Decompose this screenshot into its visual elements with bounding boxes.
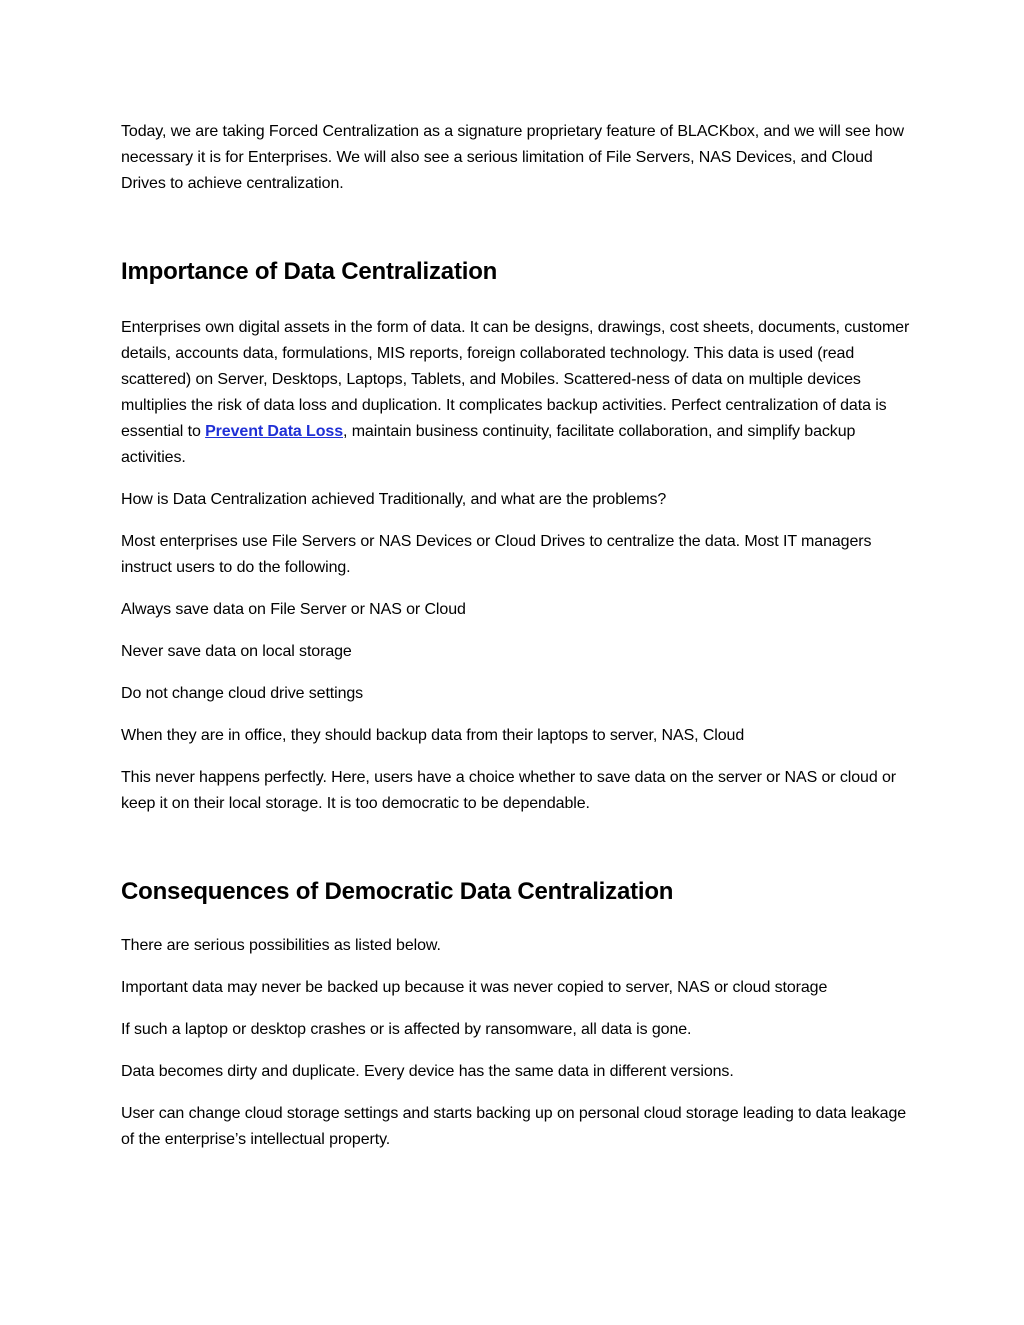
section-heading-importance: Importance of Data Centralization: [121, 258, 498, 285]
instruction-item: Do not change cloud drive settings: [121, 685, 364, 702]
enterprises-paragraph: Most enterprises use File Servers or NAS Devices or Cloud Drives to centralize the data. Most IT managers instruct users to do the following.: [121, 533, 872, 576]
importance-text-before-link: Enterprises own digital assets in the form of data. It can be designs, drawings, cost sheets, documents, customer details, accounts data, formulations, MIS reports, foreign collaborated technology. This data is used (read scattered) on Server, Desktops, Laptops, Tablets, and Mobiles. Scattered-ness of data on multiple devices multiplies the risk of data loss and duplication. It complicates backup activities. Perfect centralization of data is essential to: [121, 319, 910, 440]
section-heading-consequences: Consequences of Democratic Data Centralization: [121, 878, 674, 905]
document-page: [121, 119, 911, 1169]
instruction-item: When they are in office, they should backup data from their laptops to server, NAS, Cloud: [121, 727, 745, 744]
traditional-question-paragraph: How is Data Centralization achieved Traditionally, and what are the problems?: [121, 491, 667, 508]
importance-paragraph: [121, 315, 911, 471]
democratic-paragraph: This never happens perfectly. Here, users have a choice whether to save data on the server or NAS or cloud or keep it on their local storage. It is too democratic to be dependable.: [121, 769, 896, 812]
prevent-data-loss-link[interactable]: Prevent Data Loss: [205, 423, 344, 440]
consequences-intro-paragraph: There are serious possibilities as listed below.: [121, 937, 441, 954]
importance-text-after-link: , maintain business continuity, facilitate collaboration, and simplify backup activities.: [121, 423, 856, 466]
instruction-item: Always save data on File Server or NAS or Cloud: [121, 601, 466, 618]
consequence-item: Important data may never be backed up because it was never copied to server, NAS or cloud storage: [121, 979, 828, 996]
consequence-item: Data becomes dirty and duplicate. Every device has the same data in different versions.: [121, 1063, 734, 1080]
consequence-item: If such a laptop or desktop crashes or is affected by ransomware, all data is gone.: [121, 1021, 692, 1038]
consequence-item: User can change cloud storage settings and starts backing up on personal cloud storage leading to data leakage of the enterprise’s intellectual property.: [121, 1105, 907, 1148]
instruction-item: Never save data on local storage: [121, 643, 352, 660]
intro-paragraph: Today, we are taking Forced Centralization as a signature proprietary feature of BLACKbox, and we will see how necessary it is for Enterprises. We will also see a serious limitation of File Servers, NAS Devices, and Cloud Drives to achieve centralization.: [121, 123, 904, 192]
